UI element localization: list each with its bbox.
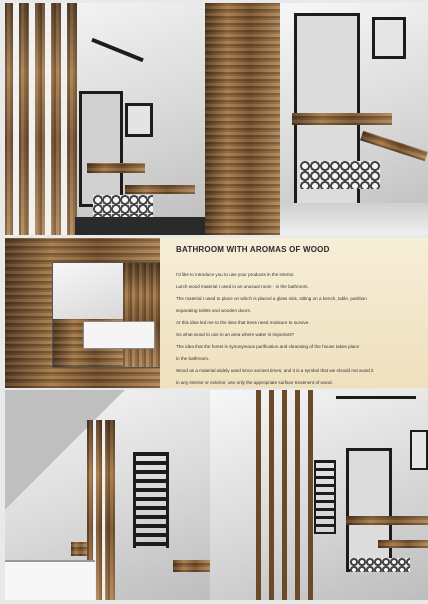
mirror-frame <box>372 17 406 59</box>
door-frame <box>79 91 123 207</box>
wood-stool <box>71 542 87 556</box>
wood-bench <box>378 540 428 548</box>
description-line: Wood as a material widely used since ancient times, and it is a symbol that we should not avoid it <box>176 368 374 373</box>
description-line: So what wood to use in an area where water is important? <box>176 332 295 337</box>
wood-sink-counter <box>87 163 145 173</box>
ceiling-track-light <box>336 396 416 399</box>
mirror-frame <box>410 430 428 470</box>
mirror-frame <box>125 103 153 137</box>
wood-bench <box>360 131 428 162</box>
heated-towel-rail <box>133 452 169 548</box>
render-bottom-left <box>5 390 210 600</box>
render-top-left <box>5 3 205 235</box>
description-line: The idea that the forest is synonymous purification and cleansing of the house takes place <box>176 344 360 349</box>
render-top-right <box>280 3 428 235</box>
wood-bench <box>125 185 195 194</box>
description-line: Larch wood material I used in an unusual room - in the bathroom. <box>176 284 309 289</box>
pebble-floor <box>350 558 410 572</box>
render-bottom-right <box>210 390 428 600</box>
wood-sink-counter <box>346 516 428 525</box>
poster-title: BATHROOM WITH AROMAS OF WOOD <box>176 245 330 254</box>
description-line: I'd like to introduce you to use your products in the interior. <box>176 272 295 277</box>
description-line: in any interior or exterior, use only the appropriate surface treatment of wood. <box>176 380 333 385</box>
bathtub <box>83 321 155 349</box>
heated-towel-rail <box>314 460 336 534</box>
render-inset <box>52 262 162 368</box>
description-line: The material I used to place on which is placed a glass sink, sitting on a bench, table, partition <box>176 296 367 301</box>
wood-bench <box>173 560 210 572</box>
description-line: separating toilets and wooden doors. <box>176 308 252 313</box>
description-line: in the bathroom. <box>176 356 210 361</box>
wood-texture-strip <box>205 3 280 235</box>
bathtub <box>5 560 95 600</box>
wood-wall-panel <box>123 263 161 367</box>
description-line: At this idea led me to the idea that trees need moisture to survive. <box>176 320 310 325</box>
ceiling-track-light <box>91 38 143 62</box>
door-frame <box>346 448 392 572</box>
wood-sink-counter <box>292 113 392 125</box>
pebble-floor <box>93 195 153 217</box>
wood-partition-slats <box>256 390 316 600</box>
pebble-floor <box>300 161 380 189</box>
